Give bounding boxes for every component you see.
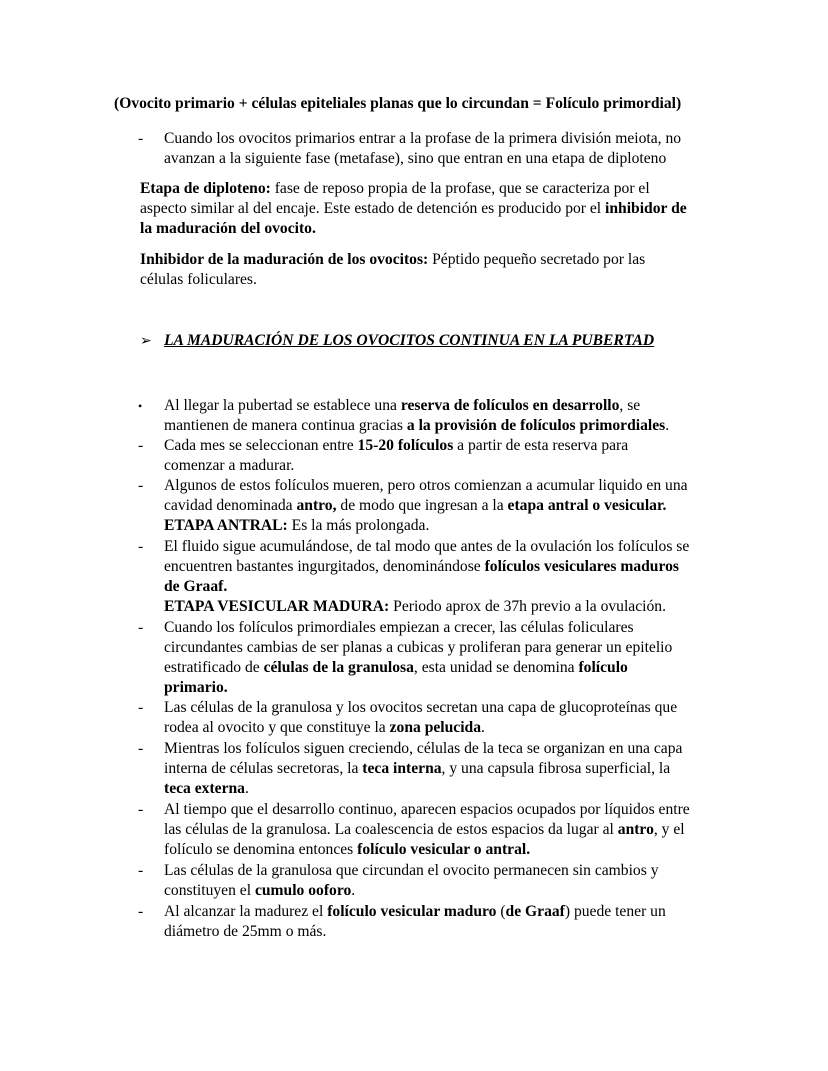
- term-bold: de Graaf.: [164, 578, 228, 595]
- list-item: [138, 902, 728, 942]
- list-item-text: (: [496, 903, 506, 920]
- term-bold: Inhibidor de la maduración de los ovocitos:: [140, 251, 429, 268]
- list-marker: -: [138, 619, 144, 636]
- term-bold: ETAPA VESICULAR MADURA:: [164, 598, 390, 615]
- list-item-text: .: [244, 780, 249, 797]
- paragraph-inhibidor: [140, 250, 730, 290]
- term-bold: Etapa de diploteno:: [140, 180, 271, 197]
- list-item: [138, 396, 728, 436]
- term-bold: inhibidor de: [605, 200, 687, 217]
- list-marker: -: [138, 801, 144, 818]
- list-item-text: rodea al ovocito y que constituye la: [164, 719, 390, 736]
- list-item-text: , se: [619, 397, 641, 414]
- list-item-text: estratificado de: [164, 659, 264, 676]
- bullet-icon: •: [138, 399, 143, 413]
- list-item-text: interna de células secretoras, la: [164, 760, 363, 777]
- list-item: [138, 800, 728, 860]
- document-title: (Ovocito primario + células epiteliales planas que lo circundan = Folículo primordial): [114, 95, 682, 112]
- list-item-text: ) puede tener un: [564, 903, 666, 920]
- list-item-text: las células de la granulosa. La coalescencia de estos espacios da lugar al: [164, 821, 618, 838]
- term-bold: de Graaf: [505, 903, 565, 920]
- list-marker: -: [138, 903, 144, 920]
- list-item-text: El fluido sigue acumulándose, de tal modo que antes de la ovulación los folículos se: [164, 538, 690, 555]
- list-item-text: constituyen el: [164, 882, 255, 899]
- term-bold: primario.: [164, 679, 228, 696]
- list-item-text: avanzan a la siguiente fase (metafase), sino que entran en una etapa de diploteno: [164, 150, 667, 167]
- arrow-bullet-icon: ➢: [140, 333, 152, 349]
- list-item-text: Cada mes se seleccionan entre: [164, 437, 358, 454]
- term-bold: zona pelucida: [389, 719, 482, 736]
- term-bold: folículo: [578, 659, 628, 676]
- list-item-text: Algunos de estos folículos mueren, pero otros comienzan a acumular liquido en una: [164, 477, 688, 494]
- term-bold: a la provisión de folículos primordiales: [406, 417, 666, 434]
- list-item-text: cavidad denominada: [164, 497, 297, 514]
- list-item-text: comenzar a madurar.: [164, 457, 295, 474]
- list-item-text: .: [481, 719, 485, 736]
- list-item-text: Al llegar la pubertad se establece una: [164, 397, 401, 414]
- list-item-text: , y una capsula fibrosa superficial, la: [441, 760, 671, 777]
- section-heading: [140, 331, 654, 351]
- list-item-text: Al alcanzar la madurez el: [164, 903, 328, 920]
- list-item-text: Es la más prolongada.: [287, 517, 430, 534]
- list-item-text: de modo que ingresan a la: [336, 497, 508, 514]
- list-marker: -: [138, 477, 144, 494]
- list-item: [138, 476, 728, 536]
- list-item-text: Al tiempo que el desarrollo continuo, aparecen espacios ocupados por líquidos entre: [164, 801, 690, 818]
- list-marker: -: [138, 437, 144, 454]
- term-bold: teca externa: [164, 780, 245, 797]
- list-item-text: , esta unidad se denomina: [413, 659, 579, 676]
- term-bold: la maduración del ovocito.: [140, 220, 316, 237]
- list-marker: -: [138, 699, 144, 716]
- list-item: [138, 537, 728, 617]
- term-bold: 15-20 folículos: [357, 437, 454, 454]
- list-item-text: Periodo aprox de 37h previo a la ovulación.: [389, 598, 666, 615]
- list-item: [138, 739, 728, 799]
- list-marker: -: [138, 538, 144, 555]
- paragraph-diploteno: [140, 179, 730, 239]
- list-item: [138, 618, 728, 698]
- paragraph-text: células foliculares.: [140, 271, 257, 288]
- list-item-text: , y el: [653, 821, 685, 838]
- list-item-text: Las células de la granulosa y los ovocitos secretan una capa de glucoproteínas que: [164, 699, 678, 716]
- list-marker: -: [138, 740, 144, 757]
- list-item-text: Las células de la granulosa que circundan el ovocito permanecen sin cambios y: [164, 862, 659, 879]
- term-bold: etapa antral o vesicular.: [507, 497, 667, 514]
- list-item-text: diámetro de 25mm o más.: [164, 923, 327, 940]
- paragraph-text: fase de reposo propia de la profase, que se caracteriza por el: [270, 180, 650, 197]
- term-bold: cumulo ooforo: [254, 882, 352, 899]
- list-marker: -: [138, 862, 144, 879]
- section-heading-text: LA MADURACIÓN DE LOS OVOCITOS CONTINUA EN LA PUBERTAD: [164, 332, 655, 349]
- list-item-text: a partir de esta reserva para: [453, 437, 629, 454]
- term-bold: antro,: [296, 497, 337, 514]
- term-bold: antro: [617, 821, 654, 838]
- list-item-text: mantienen de manera continua gracias: [164, 417, 407, 434]
- list-item-text: .: [351, 882, 356, 899]
- list-item-text: Cuando los folículos primordiales empiezan a crecer, las células foliculares: [164, 619, 634, 636]
- list-item-text: folículo se denomina entonces: [164, 841, 358, 858]
- list-marker: -: [138, 130, 144, 147]
- list-item: [138, 861, 728, 901]
- term-bold: folículo vesicular o antral.: [357, 841, 531, 858]
- paragraph-text: aspecto similar al del encaje. Este estado de detención es producido por el: [140, 200, 606, 217]
- list-item: [138, 698, 728, 738]
- term-bold: ETAPA ANTRAL:: [164, 517, 288, 534]
- list-item-text: Cuando los ovocitos primarios entrar a la profase de la primera división meiota, no: [164, 130, 682, 147]
- term-bold: folículos vesiculares maduros: [484, 558, 679, 575]
- paragraph-text: Péptido pequeño secretado por las: [428, 251, 646, 268]
- term-bold: reserva de folículos en desarrollo: [400, 397, 620, 414]
- term-bold: células de la granulosa: [263, 659, 414, 676]
- list-item-text: .: [665, 417, 670, 434]
- list-item-meiosis: [138, 129, 728, 169]
- list-item-text: circundantes cambias de ser planas a cubicas y proliferan para generar un epitelio: [164, 639, 673, 656]
- list-item: [138, 436, 728, 476]
- list-item-text: encuentren bastantes ingurgitados, denominándose: [164, 558, 485, 575]
- term-bold: teca interna: [362, 760, 442, 777]
- term-bold: folículo vesicular maduro: [327, 903, 497, 920]
- list-item-text: Mientras los folículos siguen creciendo, células de la teca se organizan en una capa: [164, 740, 683, 757]
